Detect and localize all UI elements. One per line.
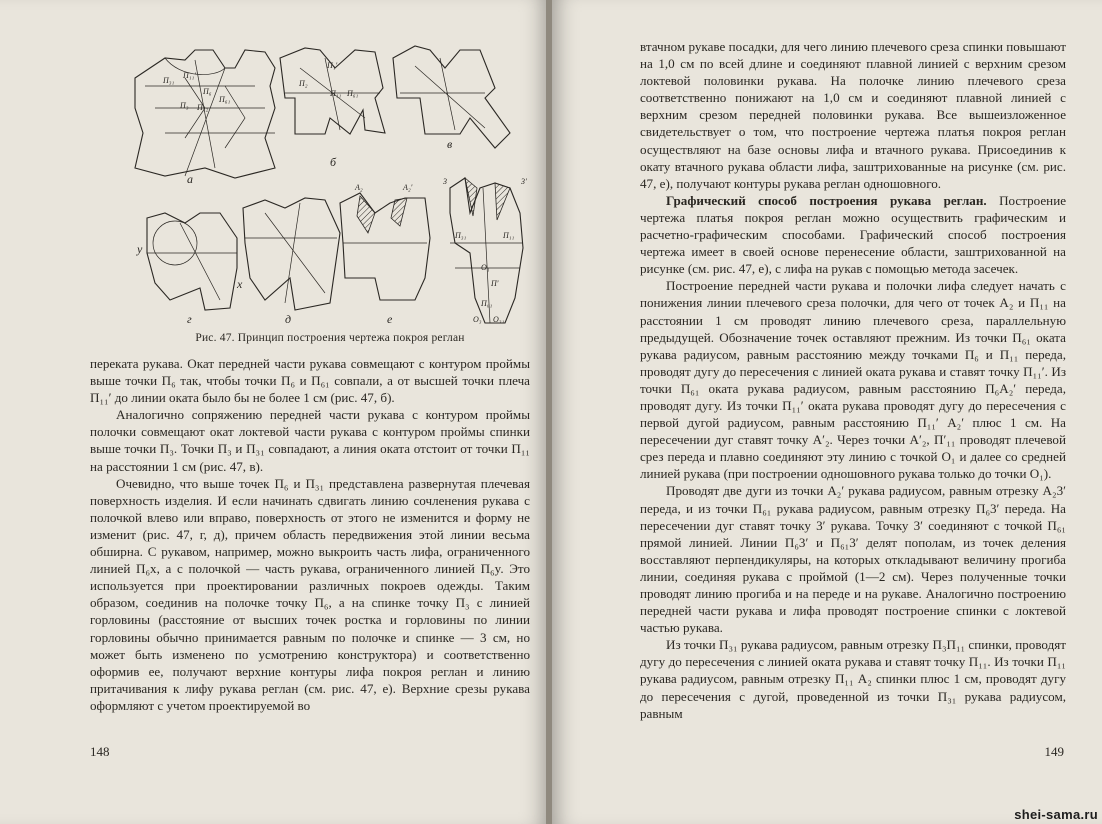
point-label: 3 [443,177,447,186]
point-label: П₆₁ [219,95,231,104]
panel-label-d: д [285,312,292,326]
figure-panel-sleeve-full [442,177,527,324]
watermark: shei-sama.ru [1014,807,1098,822]
right-body-text [640,38,1066,722]
panel-label-b: б [330,155,337,169]
point-label: О₁ [481,263,490,272]
point-label: О₃ [473,315,482,324]
point-label: О₃₁ [493,315,505,324]
right-page [552,0,1102,824]
point-label: П₂ [299,79,308,88]
paragraph: втачном рукаве посадки, для чего линию плечевого среза спинки повышают на 1,0 см по всей длине и соединяют плавной линией с верхним срезом локтевой половинки рукава. На полочке линию плечевого среза соответственно понижают на 1,0 см и соединяют плавной линией с верхним срезом передней половинки рукава. Все вышеизложенное свидетельствует о том, что построение чертежа платья покроя реглан осуществляют на базе основы лифа и втачного рукава. Присоединив к окату втачного рукава области лифа, заштрихованные на рисунке (см. рис. 47, е), получают контуры рукава реглан одношовного. [640,39,1066,191]
point-label: П₁₁ [330,89,342,98]
point-label: П₃₁ [163,76,175,85]
figure-panel-v [393,46,510,151]
paragraph: Проводят две дуги из точки A₂′ рукава радиусом, равным отрезку A₂3′ переда, и из точки П₆₁ рукава радиусом, равным отрезку П₆3′ переда. На пересечении дуг ставят точку 3′ рукава. Точку 3′ соединяют с точкой П₆₁ прямой линией. Линии П₆3′ и П₆₁3′ делят пополам, из точек деления восставляют перпендикуляры, на которых откладывают величину прогиба линии, соединяя рукава с проймой (1—2 см). Через полученные точки проводят линию прогиба и на переде и на рукаве. Аналогично построению передней части рукава и лифа проводят построение спинки с локтевой частью рукава. [640,483,1066,636]
figure-47 [125,38,535,328]
point-label: П₆₁ [347,89,359,98]
figure-panel-g [136,213,243,326]
figure-panel-e [340,183,430,326]
point-label: П₃₁ [455,231,467,240]
point-label: П₀₁ [481,299,493,308]
left-page [0,0,548,824]
point-label: П₆ [203,87,212,96]
point-label: x [237,277,243,291]
left-body-text [90,355,530,714]
point-label: 3′ [521,177,527,186]
paragraph-with-heading [640,192,1066,277]
page-number-right: 149 [1044,744,1064,759]
paragraph: Построение передней части рукава и полочки лифа следует начать с понижения линии плечевого среза полочки, для чего от точек A₂ и П₁₁ на расстоянии 1 см проводят линию плечевого среза, параллельную предыдущей. Обозначение точек оставляют прежним. Из точки П₆₁ оката рукава радиусом, равным расстоянию между точками П₆ и П₁₁ переда, проводят дугу до пересечения с линией оката рукава и ставят точку П₁₁′. Из точки П₆₁ оката рукава радиусом, равным расстоянию П₆A₂′ переда, проводят дугу. Из точки П₁₁′ оката рукава проводят дугу до пересечения с первой дугой радиусом, равным расстоянию П₁₁′ A₂′ плюс 1 см. На пересечении дуг ставят точку A′₂. Через точки A′₂, П′₁₁ проводят плечевой срез переда и плавно соединяют эту линию с точкой O₁ и далее со средней линией рукава (при построении одношовного рукава только до точки O₁). [640,278,1066,482]
section-heading: Графический способ построения рукава реглан. [666,192,987,208]
paragraph: Очевидно, что выше точек П₆ и П₃₁ представлена развернутая плечевая поверхность изделия. И если начинать сдвигать линию сочленения рукава с полочкой влево или вправо, поверхность от этого не изменится и форму не изменит (рис. 47, г, д), причем область передвижения этой линии весьма обширна. С рукавом, например, можно выкроить часть лифа, ограниченного линией П₆x, а с полочкой — часть рукава, ограниченного линией П₆y. Это используется при проектировании различных покроев одежды. Таким образом, соединив на полочке точку П₆, а на спинке точку П₃ с линией горловины (расстояние от высших точек ростка и горловины по линии горловины обычно принимается равным по полочке и спинке — 3 см, но может быть изменено по усмотрению конструктора) и соответственно оформив ее, получают верхние контуры лифа покроя реглан и линию притачивания к лифу рукава реглан (см. рис. 47, е). Верхние срезы рукава оформляют с учетом проектируемой во [90,475,530,713]
figure-panel-a [135,50,275,186]
point-label: П₁′ [327,61,338,70]
page-number-left: 148 [90,744,110,759]
point-label: П₁₁′ [183,71,197,80]
panel-label-e: е [387,312,393,326]
panel-label-g: г [187,312,192,326]
point-label: П₃ [180,101,189,110]
point-label: П₁₁ [503,231,515,240]
point-label: A₂ [355,183,363,192]
figure-caption: Рис. 47. Принцип построения чертежа покроя реглан [195,332,465,344]
paragraph: Аналогично сопряжению передней части рукава с контуром проймы полочки совмещают окат локтевой части рукава с контуром проймы спинки выше точки П₃. Точки П₃ и П₃₁ совпадают, а линия оката отстоит от точки П₁₁ на расстоянии 1 см (рис. 47, в). [90,407,530,474]
point-label: y [137,242,143,256]
point-label: A₂′ [403,183,413,192]
figure-panel-d [243,198,340,326]
point-label: П₁₂ [197,103,209,112]
figure-panel-b [280,48,385,169]
point-label: П′ [491,279,499,288]
panel-label-v: в [447,137,453,151]
paragraph: Построение чертежа платья покроя реглан можно осуществить графическим и расчетно-графическим способами. Графический способ построения чертежа имеет в своей основе перенесение области, заштрихованной на рисунке (см. рис. 47, е), с лифа на рукав с помощью метода засечек. [640,192,1067,277]
panel-label-a: а [187,172,193,186]
paragraph: переката рукава. Окат передней части рукава совмещают с контуром проймы выше точки П₆ так, чтобы точки П₆ и П₆₁ совпали, а от высшей точки плеча П₁₁′ до линии оката было бы не более 1 см (рис. 47, б). [90,356,530,406]
paragraph: Из точки П₃₁ рукава радиусом, равным отрезку П₃П₁₁ спинки, проводят дугу до пересечения с линией оката рукава и ставят точку П₁₁. Из точки П₁₁ рукава радиусом, равным отрезку П₁₁ A₂ спинки плюс 1 см, проводят дугу до пересечения с дугой, проведенной из точки П₃₁ рукава радиусом, равным [640,637,1066,721]
